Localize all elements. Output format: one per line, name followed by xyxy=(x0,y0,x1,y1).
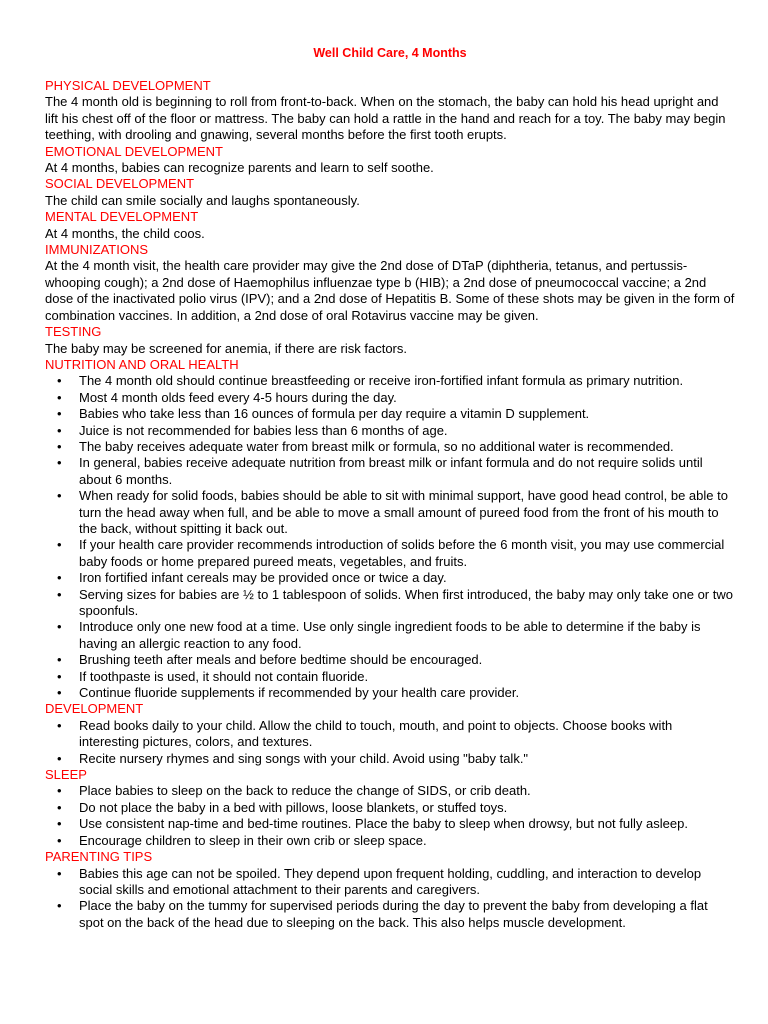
section-paragraph: At 4 months, babies can recognize parents and learn to self soothe. xyxy=(45,160,434,176)
section-heading: EMOTIONAL DEVELOPMENT xyxy=(45,143,223,159)
section-testing xyxy=(45,324,735,357)
section-heading: TESTING xyxy=(45,324,102,340)
bullet-list xyxy=(45,866,735,932)
list-item: • Juice is not recommended for babies less than 6 months of age. xyxy=(45,423,735,439)
document-title: Well Child Care, 4 Months xyxy=(313,46,467,60)
bullet-list xyxy=(45,373,735,701)
list-item: • The 4 month old should continue breastfeeding or receive iron-fortified infant formula as primary nutrition. xyxy=(45,373,735,389)
section-heading: SOCIAL DEVELOPMENT xyxy=(45,176,195,192)
list-item: • The baby receives adequate water from breast milk or formula, so no additional water is recommended. xyxy=(45,439,735,455)
section-sleep xyxy=(45,767,735,849)
list-item: • Use consistent nap-time and bed-time routines. Place the baby to sleep when drowsy, but not fully asleep. xyxy=(45,816,735,832)
list-item: • If your health care provider recommends introduction of solids before the 6 month visit, you may use commercial baby foods or home prepared pureed meats, vegetables, and fruits. xyxy=(45,537,735,570)
list-item: • Place the baby on the tummy for supervised periods during the day to prevent the baby from developing a flat spot on the back of the head due to sleeping on the back. This also helps muscle development. xyxy=(45,898,735,931)
section-immunizations xyxy=(45,242,735,324)
list-item: • Recite nursery rhymes and sing songs with your child. Avoid using "baby talk." xyxy=(45,751,735,767)
list-item: • Introduce only one new food at a time. Use only single ingredient foods to be able to determine if the baby is having an allergic reaction to any food. xyxy=(45,619,735,652)
list-item: • Most 4 month olds feed every 4-5 hours during the day. xyxy=(45,390,735,406)
section-development xyxy=(45,701,735,767)
list-item: • Babies this age can not be spoiled. They depend upon frequent holding, cuddling, and interaction to develop social skills and emotional attachment to their parents and caregivers. xyxy=(45,866,735,899)
list-item: • Babies who take less than 16 ounces of formula per day require a vitamin D supplement. xyxy=(45,406,735,422)
section-mental-development xyxy=(45,209,735,242)
list-item: • Serving sizes for babies are ½ to 1 tablespoon of solids. When first introduced, the baby may only take one or two spoonfuls. xyxy=(45,587,735,620)
section-paragraph: The child can smile socially and laughs spontaneously. xyxy=(45,192,360,208)
section-heading: SLEEP xyxy=(45,767,87,783)
section-parenting-tips xyxy=(45,849,735,931)
bullet-list xyxy=(45,783,735,849)
section-paragraph: The baby may be screened for anemia, if there are risk factors. xyxy=(45,340,408,356)
section-paragraph: At the 4 month visit, the health care provider may give the 2nd dose of DTaP (diphtheria, tetanus, and pertussis-whooping cough); a 2nd dose of Haemophilus influenzae type b (HIB); a 2nd dose of pneumococcal vaccine; a 2nd dose of the inactivated polio virus (IPV); and a 2nd dose of Hepatitis B. Some of these shots may be given in the form of combination vaccines. In addition, a 2nd dose of oral Rotavirus vaccine may be given. xyxy=(45,258,735,323)
list-item: • Read books daily to your child. Allow the child to touch, mouth, and point to objects. Choose books with interesting pictures, colors, and textures. xyxy=(45,718,735,751)
section-emotional-development xyxy=(45,144,735,177)
section-heading: DEVELOPMENT xyxy=(45,701,144,717)
section-heading: PHYSICAL DEVELOPMENT xyxy=(45,78,211,93)
list-item: • Continue fluoride supplements if recommended by your health care provider. xyxy=(45,685,735,701)
list-item: • Iron fortified infant cereals may be provided once or twice a day. xyxy=(45,570,735,586)
section-paragraph: The 4 month old is beginning to roll from front-to-back. When on the stomach, the baby can hold his head upright and lift his chest off of the floor or mattress. The baby can hold a rattle in the hand and reach for a toy. The baby may begin teething, with drooling and gnawing, several months before the first tooth erupts. xyxy=(45,94,726,143)
section-physical-development xyxy=(45,78,735,144)
section-nutrition-oral-health xyxy=(45,357,735,702)
bullet-list xyxy=(45,718,735,767)
list-item: • If toothpaste is used, it should not contain fluoride. xyxy=(45,669,735,685)
section-heading: PARENTING TIPS xyxy=(45,849,153,865)
list-item: • Do not place the baby in a bed with pillows, loose blankets, or stuffed toys. xyxy=(45,800,735,816)
section-paragraph: At 4 months, the child coos. xyxy=(45,225,205,241)
section-heading: MENTAL DEVELOPMENT xyxy=(45,209,199,225)
section-social-development xyxy=(45,176,735,209)
list-item: • Brushing teeth after meals and before bedtime should be encouraged. xyxy=(45,652,735,668)
section-heading: NUTRITION AND ORAL HEALTH xyxy=(45,356,239,372)
list-item: • When ready for solid foods, babies should be able to sit with minimal support, have good head control, be able to turn the head away when full, and be able to move a small amount of pureed food from the front of his mouth to the back, without spitting it back out. xyxy=(45,488,735,537)
list-item: • Encourage children to sleep in their own crib or sleep space. xyxy=(45,833,735,849)
list-item: • Place babies to sleep on the back to reduce the change of SIDS, or crib death. xyxy=(45,783,735,799)
section-heading: IMMUNIZATIONS xyxy=(45,242,149,258)
list-item: • In general, babies receive adequate nutrition from breast milk or infant formula and do not require solids until about 6 months. xyxy=(45,455,735,488)
document-page xyxy=(45,45,735,931)
